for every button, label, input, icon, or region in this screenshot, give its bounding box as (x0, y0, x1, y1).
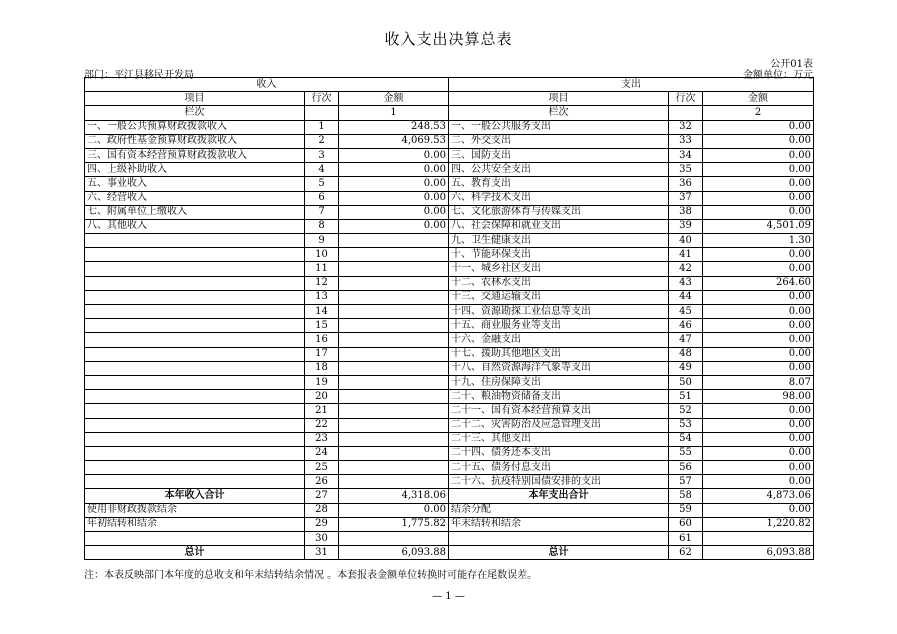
income-row-no: 20 (305, 390, 339, 404)
expense-amount: 0.00 (703, 404, 814, 418)
expense-amount: 0.00 (703, 446, 814, 460)
expense-row-no: 38 (669, 205, 703, 219)
income-row-no: 12 (305, 276, 339, 290)
expense-item: 九、卫生健康支出 (449, 234, 669, 248)
income-row-no: 9 (305, 234, 339, 248)
table-row (85, 404, 814, 418)
expense-item: 十一、城乡社区支出 (449, 262, 669, 276)
income-row-no: 5 (305, 177, 339, 191)
table-row (85, 475, 814, 489)
table-row (85, 148, 814, 162)
income-column-no-blank (305, 106, 339, 120)
expense-row-no: 47 (669, 333, 703, 347)
expense-column-no-blank (669, 106, 703, 120)
income-summary-amount: 6,093.88 (339, 546, 449, 560)
expense-row-no: 35 (669, 163, 703, 177)
expense-row-no-header: 行次 (669, 92, 703, 106)
column-header-row (85, 92, 814, 106)
income-amount (339, 333, 449, 347)
income-item (85, 262, 305, 276)
income-row-no: 8 (305, 219, 339, 233)
expense-row-no: 54 (669, 432, 703, 446)
income-item (85, 347, 305, 361)
table-row (85, 262, 814, 276)
expense-amount: 0.00 (703, 134, 814, 148)
income-item (85, 276, 305, 290)
income-item: 二、政府性基金预算财政拨款收入 (85, 134, 305, 148)
expense-summary-amount: 1,220.82 (703, 517, 814, 531)
table-row (85, 333, 814, 347)
income-row-no: 19 (305, 375, 339, 389)
table-row (85, 446, 814, 460)
income-amount: 0.00 (339, 163, 449, 177)
expense-column-2: 2 (703, 106, 814, 120)
table-row (85, 120, 814, 134)
expense-row-no: 39 (669, 219, 703, 233)
table-row (85, 134, 814, 148)
expense-amount-header: 金额 (703, 92, 814, 106)
expense-row-no: 41 (669, 248, 703, 262)
expense-summary-item (449, 532, 669, 546)
expense-item: 二十六、抗疫特别国债安排的支出 (449, 475, 669, 489)
income-amount (339, 361, 449, 375)
income-amount (339, 375, 449, 389)
table-row (85, 347, 814, 361)
income-item: 七、附属单位上缴收入 (85, 205, 305, 219)
form-code: 公开01表 (770, 59, 813, 70)
expense-amount: 1.30 (703, 234, 814, 248)
table-row (85, 205, 814, 219)
expense-row-no: 44 (669, 290, 703, 304)
expense-summary-item: 年末结转和结余 (449, 517, 669, 531)
expense-summary-amount: 0.00 (703, 503, 814, 517)
expense-amount: 98.00 (703, 390, 814, 404)
expense-item: 八、社会保障和就业支出 (449, 219, 669, 233)
summary-row (85, 546, 814, 560)
income-amount: 4,069.53 (339, 134, 449, 148)
income-row-no: 15 (305, 319, 339, 333)
income-amount (339, 461, 449, 475)
expense-item-header: 项目 (449, 92, 669, 106)
income-amount (339, 290, 449, 304)
income-summary-amount: 4,318.06 (339, 489, 449, 503)
footnote: 注：本表反映部门本年度的总收支和年末结转结余情况 。本套报表金额单位转换时可能存在尾数误差。 (84, 570, 538, 581)
expense-amount: 0.00 (703, 191, 814, 205)
expense-amount: 0.00 (703, 262, 814, 276)
page-number: — 1 — (432, 591, 465, 602)
table-row (85, 418, 814, 432)
summary-row (85, 517, 814, 531)
income-amount: 0.00 (339, 177, 449, 191)
income-row-no: 1 (305, 120, 339, 134)
income-summary-row-no: 31 (305, 546, 339, 560)
expense-amount: 0.00 (703, 148, 814, 162)
income-item (85, 234, 305, 248)
expense-item: 一、一般公共服务支出 (449, 120, 669, 134)
expense-summary-amount: 6,093.88 (703, 546, 814, 560)
table-row (85, 163, 814, 177)
income-summary-amount (339, 532, 449, 546)
income-amount (339, 248, 449, 262)
income-row-no: 16 (305, 333, 339, 347)
income-amount-header: 金额 (339, 92, 449, 106)
expense-amount: 0.00 (703, 418, 814, 432)
expense-amount: 0.00 (703, 475, 814, 489)
expense-row-no: 40 (669, 234, 703, 248)
expense-summary-row-no: 62 (669, 546, 703, 560)
expense-amount: 0.00 (703, 205, 814, 219)
income-item: 一、一般公共预算财政拨款收入 (85, 120, 305, 134)
income-row-no: 6 (305, 191, 339, 205)
income-summary-row-no: 30 (305, 532, 339, 546)
expense-item: 十七、援助其他地区支出 (449, 347, 669, 361)
expense-item: 二十、粮油物资储备支出 (449, 390, 669, 404)
expense-summary-item: 总计 (449, 546, 669, 560)
income-item: 六、经营收入 (85, 191, 305, 205)
expense-summary-row-no: 61 (669, 532, 703, 546)
income-amount (339, 347, 449, 361)
summary-row (85, 503, 814, 517)
expense-row-no: 32 (669, 120, 703, 134)
expense-row-no: 49 (669, 361, 703, 375)
income-summary-item: 总计 (85, 546, 305, 560)
expense-item: 二十二、灾害防治及应急管理支出 (449, 418, 669, 432)
expense-item: 十二、农林水支出 (449, 276, 669, 290)
income-row-no: 10 (305, 248, 339, 262)
income-item-header: 项目 (85, 92, 305, 106)
table-row (85, 290, 814, 304)
expense-amount: 8.07 (703, 375, 814, 389)
summary-table (84, 77, 814, 560)
income-row-no: 25 (305, 461, 339, 475)
income-amount (339, 404, 449, 418)
expense-section-header: 支出 (449, 78, 814, 92)
department-label: 部门：平江县移民开发局 (84, 70, 194, 81)
expense-row-no: 42 (669, 262, 703, 276)
expense-row-no: 51 (669, 390, 703, 404)
income-row-no: 21 (305, 404, 339, 418)
income-row-no: 14 (305, 305, 339, 319)
income-item: 三、国有资本经营预算财政拨款收入 (85, 148, 305, 162)
expense-row-no: 50 (669, 375, 703, 389)
expense-item: 十四、资源勘探工业信息等支出 (449, 305, 669, 319)
income-amount: 0.00 (339, 148, 449, 162)
income-row-no: 22 (305, 418, 339, 432)
income-amount (339, 446, 449, 460)
summary-row (85, 532, 814, 546)
expense-item: 二十五、债务付息支出 (449, 461, 669, 475)
expense-row-no: 34 (669, 148, 703, 162)
table-row (85, 191, 814, 205)
income-item (85, 461, 305, 475)
expense-summary-item: 结余分配 (449, 503, 669, 517)
expense-item: 二、外交支出 (449, 134, 669, 148)
income-amount (339, 390, 449, 404)
expense-amount: 264.60 (703, 276, 814, 290)
expense-item: 二十一、国有资本经营预算支出 (449, 404, 669, 418)
expense-row-no: 45 (669, 305, 703, 319)
income-amount (339, 432, 449, 446)
expense-item: 四、公共安全支出 (449, 163, 669, 177)
income-summary-amount: 1,775.82 (339, 517, 449, 531)
income-summary-row-no: 27 (305, 489, 339, 503)
income-item (85, 333, 305, 347)
expense-row-no: 57 (669, 475, 703, 489)
table-row (85, 319, 814, 333)
expense-item: 五、教育支出 (449, 177, 669, 191)
summary-row (85, 489, 814, 503)
expense-item: 十九、住房保障支出 (449, 375, 669, 389)
income-amount (339, 319, 449, 333)
income-item (85, 305, 305, 319)
table-row (85, 390, 814, 404)
income-item (85, 290, 305, 304)
expense-row-no: 55 (669, 446, 703, 460)
expense-row-no: 48 (669, 347, 703, 361)
table-row (85, 361, 814, 375)
income-item (85, 248, 305, 262)
expense-row-no: 53 (669, 418, 703, 432)
income-item: 八、其他收入 (85, 219, 305, 233)
income-column-1: 1 (339, 106, 449, 120)
expense-amount: 0.00 (703, 333, 814, 347)
expense-amount: 4,501.09 (703, 219, 814, 233)
income-item (85, 319, 305, 333)
expense-row-no: 37 (669, 191, 703, 205)
income-summary-item: 使用非财政拨款结余 (85, 503, 305, 517)
income-amount: 248.53 (339, 120, 449, 134)
table-row (85, 432, 814, 446)
income-row-no: 11 (305, 262, 339, 276)
table-row (85, 461, 814, 475)
income-item (85, 446, 305, 460)
expense-item: 十三、交通运输支出 (449, 290, 669, 304)
expense-item: 七、文化旅游体育与传媒支出 (449, 205, 669, 219)
expense-amount: 0.00 (703, 347, 814, 361)
expense-row-no: 52 (669, 404, 703, 418)
expense-summary-row-no: 58 (669, 489, 703, 503)
income-summary-item: 本年收入合计 (85, 489, 305, 503)
income-row-no: 13 (305, 290, 339, 304)
expense-summary-amount: 4,873.06 (703, 489, 814, 503)
income-amount (339, 234, 449, 248)
income-item (85, 475, 305, 489)
income-item (85, 432, 305, 446)
table-row (85, 248, 814, 262)
table-row (85, 234, 814, 248)
expense-amount: 0.00 (703, 290, 814, 304)
income-summary-row-no: 29 (305, 517, 339, 531)
income-amount (339, 305, 449, 319)
income-amount: 0.00 (339, 205, 449, 219)
expense-item: 三、国防支出 (449, 148, 669, 162)
expense-row-no: 33 (669, 134, 703, 148)
income-row-no: 24 (305, 446, 339, 460)
expense-amount: 0.00 (703, 120, 814, 134)
table-row (85, 219, 814, 233)
income-column-no-label: 栏次 (85, 106, 305, 120)
income-summary-item: 年初结转和结余 (85, 517, 305, 531)
income-summary-row-no: 28 (305, 503, 339, 517)
expense-amount: 0.00 (703, 361, 814, 375)
income-summary-amount: 0.00 (339, 503, 449, 517)
unit-label: 金额单位：万元 (743, 70, 813, 81)
expense-item: 十、节能环保支出 (449, 248, 669, 262)
table-row (85, 276, 814, 290)
expense-item: 二十三、其他支出 (449, 432, 669, 446)
expense-item: 二十四、债务还本支出 (449, 446, 669, 460)
income-amount (339, 418, 449, 432)
income-amount: 0.00 (339, 219, 449, 233)
expense-summary-row-no: 59 (669, 503, 703, 517)
expense-row-no: 46 (669, 319, 703, 333)
expense-amount: 0.00 (703, 248, 814, 262)
column-number-row (85, 106, 814, 120)
income-row-no: 26 (305, 475, 339, 489)
income-row-no: 7 (305, 205, 339, 219)
income-item: 四、上级补助收入 (85, 163, 305, 177)
income-row-no: 3 (305, 148, 339, 162)
income-summary-item (85, 532, 305, 546)
expense-summary-amount (703, 532, 814, 546)
expense-amount: 0.00 (703, 305, 814, 319)
income-item (85, 404, 305, 418)
income-row-no: 17 (305, 347, 339, 361)
expense-amount: 0.00 (703, 319, 814, 333)
income-item: 五、事业收入 (85, 177, 305, 191)
expense-row-no: 43 (669, 276, 703, 290)
income-amount (339, 276, 449, 290)
income-row-no: 4 (305, 163, 339, 177)
income-row-no-header: 行次 (305, 92, 339, 106)
income-amount (339, 262, 449, 276)
expense-amount: 0.00 (703, 461, 814, 475)
expense-amount: 0.00 (703, 432, 814, 446)
expense-item: 六、科学技术支出 (449, 191, 669, 205)
income-section-header: 收入 (85, 78, 449, 92)
table-row (85, 305, 814, 319)
expense-row-no: 56 (669, 461, 703, 475)
income-item (85, 375, 305, 389)
expense-row-no: 36 (669, 177, 703, 191)
expense-column-no-label: 栏次 (449, 106, 669, 120)
income-item (85, 418, 305, 432)
expense-item: 十五、商业服务业等支出 (449, 319, 669, 333)
income-row-no: 23 (305, 432, 339, 446)
income-item (85, 361, 305, 375)
expense-item: 十八、自然资源海洋气象等支出 (449, 361, 669, 375)
income-amount: 0.00 (339, 191, 449, 205)
expense-summary-row-no: 60 (669, 517, 703, 531)
income-amount (339, 475, 449, 489)
section-header-row (85, 78, 814, 92)
table-row (85, 177, 814, 191)
income-row-no: 2 (305, 134, 339, 148)
income-item (85, 390, 305, 404)
expense-item: 十六、金融支出 (449, 333, 669, 347)
page-title: 收入支出决算总表 (384, 30, 513, 48)
table-row (85, 375, 814, 389)
income-row-no: 18 (305, 361, 339, 375)
expense-summary-item: 本年支出合计 (449, 489, 669, 503)
expense-amount: 0.00 (703, 163, 814, 177)
expense-amount: 0.00 (703, 177, 814, 191)
